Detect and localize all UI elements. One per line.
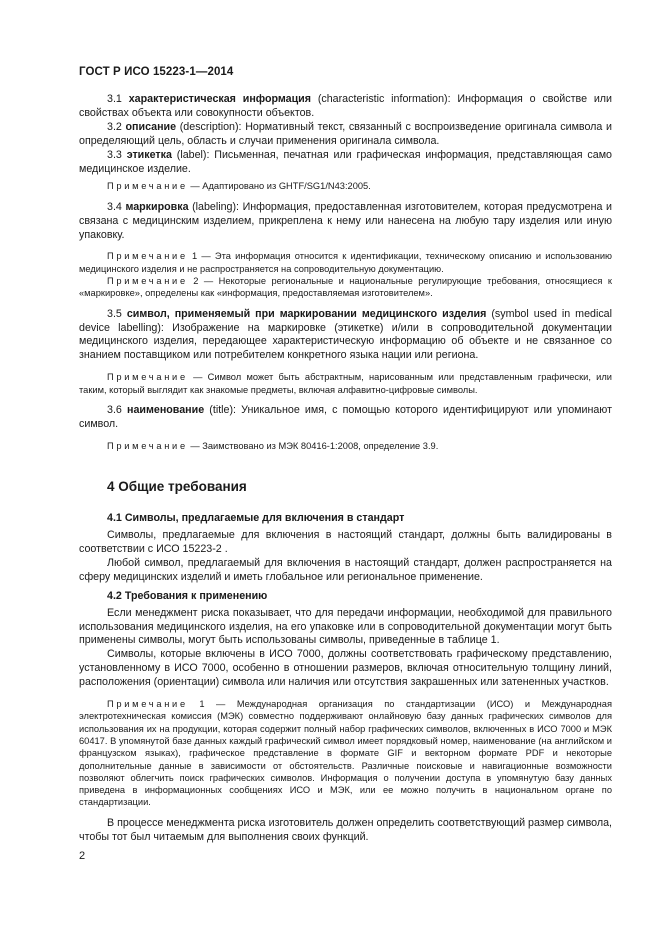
term-number: 3.6 [107,403,127,416]
section-4-1-paragraph-2: Любой символ, предлагаемый для включения в настоящий стандарт, должен распространяется на сферу медицинских изделий и иметь глобальное или региональное применение. [79,556,612,583]
term-definition: (labeling): Информация, предоставленная изготовителем, которая предусмотрена и связана с медицинским изделием, прикреплена к нему или нанесена на любую тару изделия или иную упаковку. [79,200,612,241]
note-text: — Символ может быть абстрактным, нарисованным или представленным графически, или таким, который выглядит как знакомые предметы, включая алфавитно-цифровые символы. [79,372,612,395]
section-4-2-paragraph-3: В процессе менеджмента риска изготовитель должен определить соответствующий размер символа, чтобы тот был читаемым для выполнения своих функций. [79,816,612,843]
note-label: Примечание [107,276,188,287]
note-text: 1 — Международная организация по стандартизации (ИСО) и Международная электротехническая комиссия (МЭК) совместно поддерживают онлайновую базу данных графических символов для использования их на продукции, которая содержит полный набор графических символов, включенных в ИСО 7000 и МЭК 60417. В упомянутой базе данных каждый графический символ имеет порядковый номер, наименование (на английском и французском языках), графическое представление в формате GIF и векторном формате PDF и некоторые дополнительные данные в зависимости от обстоятельств. Различные поисковые и навигационные возможности позволяют облегчить поиск графических символов. Информация о получении доступа в упомянутую базу данных приведена в информационных сообщениях ИСО и МЭК, или ее можно получить в национальном органе по стандартизации. [79,699,612,808]
document-header: ГОСТ Р ИСО 15223-1—2014 [79,66,234,78]
term-3-1 [79,93,612,121]
term-name: этикетка [126,148,172,161]
section-4-1-paragraph-1: Символы, предлагаемые для включения в настоящий стандарт, должны быть валидированы в соответствии с ИСО 15223-2 . [79,528,612,555]
note-label: Примечание [107,181,188,192]
term-3-3 [79,149,612,177]
term-name: маркировка [125,200,189,213]
note-4-2-1 [79,698,612,809]
note-label: Примечание [107,440,188,451]
note-3-4-2 [79,275,612,300]
note-label: Примечание [107,699,188,710]
note-3-3 [79,180,612,192]
note-text: — Заимствовано из МЭК 80416-1:2008, определение 3.9. [187,440,439,451]
note-label: Примечание [107,372,188,383]
term-name: характеристическая информация [128,93,311,105]
section-4-2-heading: 4.2 Требования к применению [107,589,268,602]
term-number: 3.1 [107,93,129,105]
term-definition: (symbol used in medical device labelling): Изображение на маркировке (этикетке) и/или в сопроводительной документации медицинского изделия, передающее характеристическую информацию об объекте и не связанное со знанием поставщиком или потребителем конкретного языка нации или региона. [79,307,612,362]
term-3-5 [79,308,612,364]
section-4-2-paragraph-2: Символы, которые включены в ИСО 7000, должны соответствовать графическому представлению, установленному в ИСО 7000, особенно в отношении размеров, включая относительную толщину линий, расположения (ориентации) символа или наличия или отсутствия закрашенных или затененных участков. [79,648,612,689]
section-4-heading: 4 Общие требования [107,478,247,494]
page-number: 2 [79,850,86,862]
term-name: символ, применяемый при маркировании медицинского изделия [126,307,487,320]
term-definition: (description): Нормативный текст, связанный с воспроизведение оригинала символа и определяющий цель, область и случаи применения оригинала символа. [79,120,612,147]
term-3-2 [79,121,612,149]
term-3-6 [79,404,612,432]
term-number: 3.4 [107,200,126,213]
term-definition: (title): Уникальное имя, с помощью которого идентифицируют или упоминают символ. [79,403,612,430]
term-3-4 [79,201,612,243]
document-body [79,93,612,845]
note-3-4-1 [79,250,612,275]
term-number: 3.3 [107,148,127,161]
term-definition: (label): Письменная, печатная или графическая информация, представляющая само медицинское изделие. [79,148,612,175]
term-name: наименование [127,403,205,416]
note-label: Примечание [107,251,188,262]
term-number: 3.2 [107,120,126,133]
section-4-1-heading: 4.1 Символы, предлагаемые для включения в стандарт [107,511,405,524]
term-number: 3.5 [107,307,127,320]
note-3-6 [79,440,612,452]
term-definition: (characteristic information): Информация о свойстве или свойствах объекта или совокупности объектов. [79,93,613,119]
note-text: 2 — Некоторые региональные и национальные регулирующие требования, относящиеся к «маркировке», определены как «информация, предоставляемая изготовителем». [79,276,612,299]
section-4-2-paragraph-1: Если менеджмент риска показывает, что для передачи информации, необходимой для правильного использования медицинского изделия, на его упаковке или в сопроводительной документации могут быть применены символы, могут быть использованы символы, приведенные в таблице 1. [79,606,612,647]
term-name: описание [125,120,177,133]
note-text: — Адаптировано из GHTF/SG1/N43:2005. [187,181,371,192]
note-text: 1 — Эта информация относится к идентификации, техническому описанию и использованию медицинского изделия и не распространяется на сопроводительную документацию. [79,251,612,274]
note-3-5 [79,371,612,396]
